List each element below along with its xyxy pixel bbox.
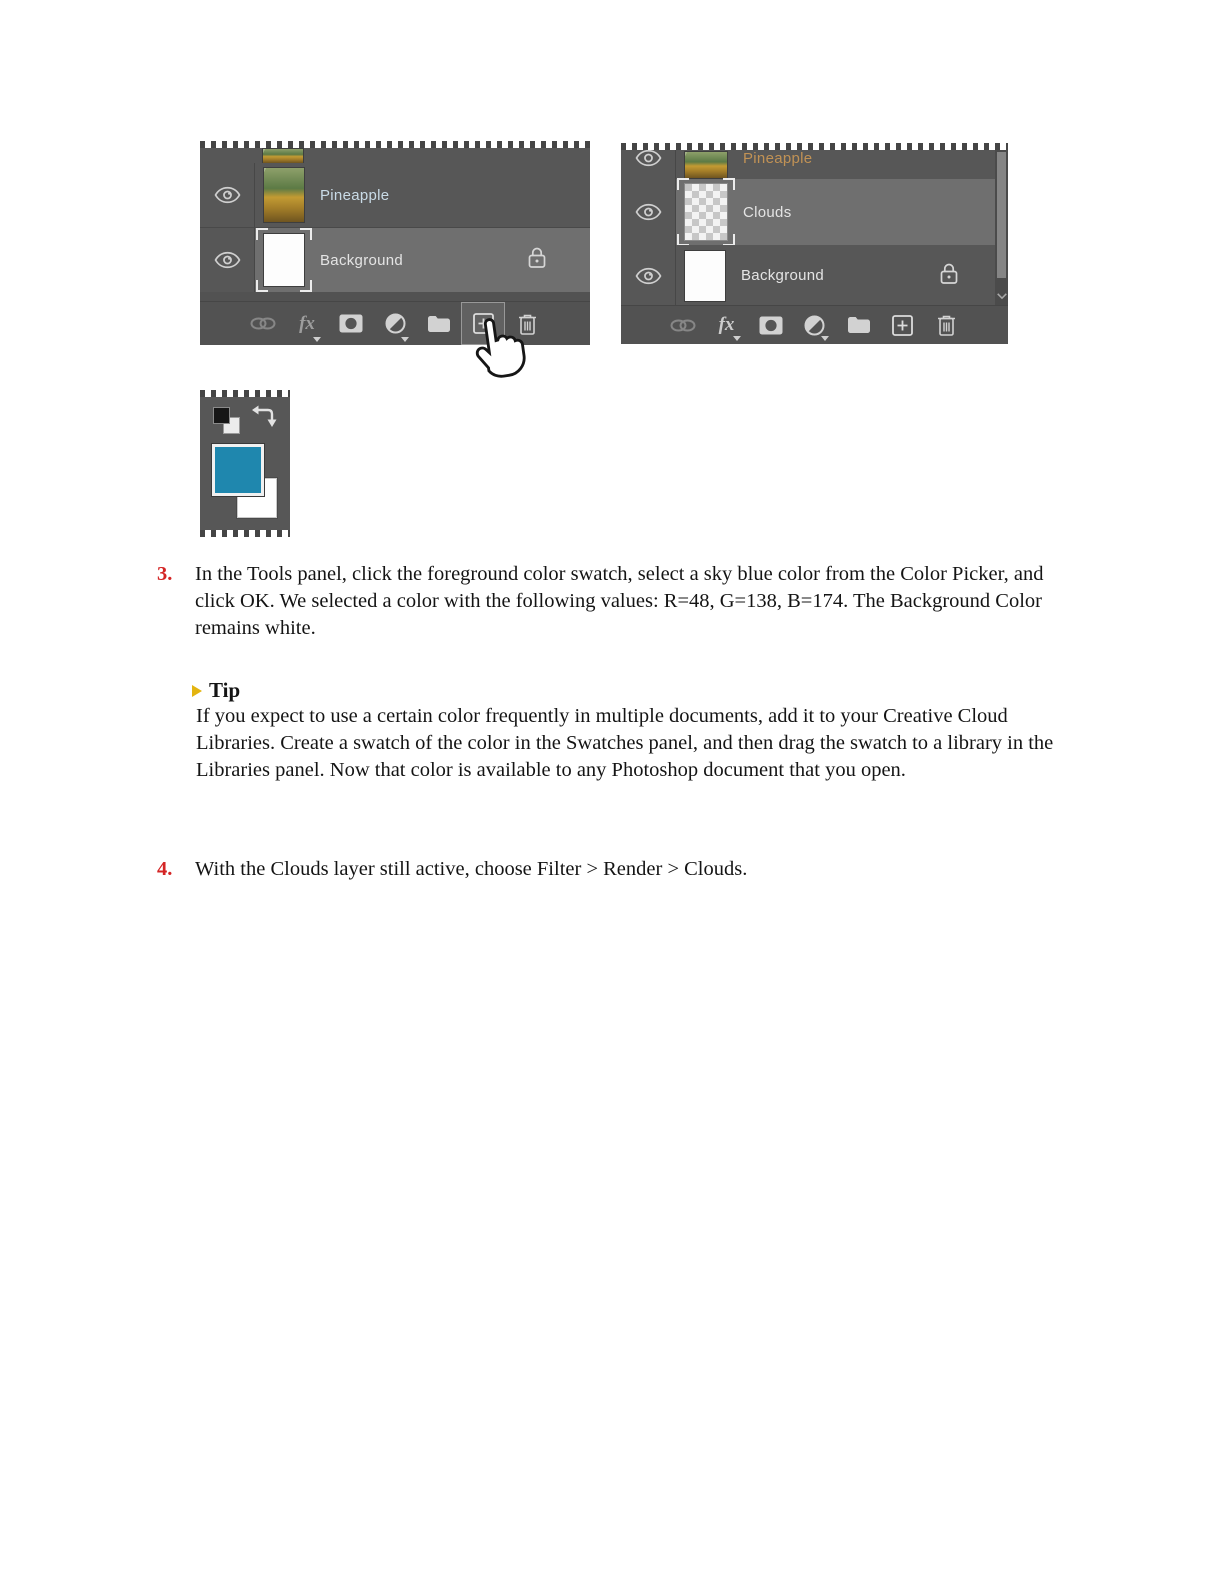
add-layer-mask-button[interactable]	[329, 302, 373, 345]
lock-icon	[528, 247, 546, 269]
hand-cursor-icon	[468, 309, 535, 383]
layer-row-clouds[interactable]	[621, 179, 1008, 246]
layer-thumbnail	[262, 148, 304, 164]
visibility-toggle[interactable]	[621, 245, 676, 306]
fx-icon: fx	[299, 312, 315, 334]
bracket-corner	[723, 178, 735, 190]
new-layer-icon	[892, 315, 913, 336]
visibility-toggle[interactable]	[621, 150, 676, 179]
bracket-corner	[300, 280, 312, 292]
new-group-button[interactable]	[417, 302, 461, 345]
selection-brackets[interactable]	[684, 183, 728, 241]
tip-heading	[192, 678, 240, 703]
layer-style-button[interactable]	[285, 302, 329, 345]
tools-panel-snippet	[200, 390, 290, 537]
layer-lock	[528, 247, 546, 274]
chevron-down-icon	[733, 336, 741, 341]
chevron-down-icon	[996, 292, 1008, 300]
default-colors-button[interactable]	[213, 407, 245, 439]
scrollbar[interactable]	[995, 150, 1008, 307]
layers-toolbar	[621, 305, 1008, 344]
layer-style-button[interactable]	[705, 306, 749, 344]
step-3	[157, 561, 1073, 642]
eye-icon	[635, 267, 662, 285]
lock-icon	[940, 262, 958, 284]
scrollbar-thumb[interactable]	[997, 152, 1006, 278]
bracket-corner	[300, 228, 312, 240]
swap-colors-button[interactable]	[250, 404, 278, 433]
layer-thumbnail[interactable]	[263, 167, 305, 223]
clouds-thumbnail-image	[684, 183, 728, 241]
layer-row-background[interactable]	[200, 228, 590, 293]
bracket-corner	[256, 228, 268, 240]
layer-thumbnail[interactable]	[684, 250, 726, 302]
layer-name[interactable]: Background	[320, 251, 404, 269]
step-4	[157, 856, 1073, 883]
chevron-down-icon	[821, 336, 829, 341]
layer-mask-icon	[339, 314, 363, 333]
layer-row-pineapple[interactable]	[621, 150, 995, 180]
trash-icon	[937, 314, 956, 336]
step-number: 4.	[157, 858, 173, 880]
torn-edge	[200, 141, 590, 148]
foreground-color-swatch[interactable]	[212, 444, 264, 496]
swap-arrows-icon	[250, 404, 278, 428]
eye-icon	[635, 203, 662, 221]
scroll-down-button[interactable]	[995, 287, 1008, 305]
link-icon	[670, 319, 696, 332]
visibility-toggle[interactable]	[621, 179, 676, 245]
layers-panel-right	[621, 143, 1008, 344]
tip-text: If you expect to use a certain color frequently in multiple documents, add it to your Creative Cloud Libraries. Create a swatch of the color in the Swatches panel, and then drag the swatch to a library in the Libraries panel. Now that color is available to any Photoshop document that you open.	[196, 705, 1054, 781]
link-icon	[250, 317, 276, 330]
layer-name[interactable]: Background	[741, 267, 825, 284]
layer-row-background[interactable]	[621, 245, 995, 307]
new-layer-button[interactable]	[881, 306, 925, 344]
layer-lock	[940, 262, 958, 289]
selection-brackets[interactable]	[263, 233, 305, 287]
chevron-down-icon	[313, 337, 321, 342]
visibility-toggle[interactable]	[200, 228, 255, 292]
torn-edge	[621, 143, 1008, 150]
adjustment-icon	[804, 315, 825, 336]
new-group-button[interactable]	[837, 306, 881, 344]
layers-panel-left	[200, 141, 590, 345]
link-layers-button[interactable]	[661, 306, 705, 344]
link-layers-button[interactable]	[241, 302, 285, 345]
background-thumbnail-image	[684, 250, 726, 302]
adjustment-layer-button[interactable]	[373, 302, 417, 345]
adjustment-icon	[385, 313, 406, 334]
delete-layer-button[interactable]	[925, 306, 969, 344]
chevron-down-icon	[401, 337, 409, 342]
step-text: With the Clouds layer still active, choose Filter > Render > Clouds.	[195, 858, 748, 880]
fx-icon: fx	[718, 314, 735, 335]
background-thumbnail-image	[263, 233, 305, 287]
step-number: 3.	[157, 563, 173, 585]
bracket-corner	[256, 280, 268, 292]
add-layer-mask-button[interactable]	[749, 306, 793, 344]
layer-name[interactable]: Pineapple	[743, 150, 813, 167]
layer-name[interactable]: Pineapple	[320, 186, 390, 204]
eye-icon	[635, 150, 662, 167]
folder-icon	[847, 316, 871, 334]
tip-arrow-icon	[192, 685, 202, 697]
layers-toolbar	[200, 301, 590, 345]
layer-thumbnail	[684, 151, 728, 179]
step-text: In the Tools panel, click the foreground color swatch, select a sky blue color from the Color Picker, and click OK. We selected a color with the following values: R=48, G=138, B=174. The Background Color remains white.	[195, 563, 1044, 639]
tip-label: Tip	[209, 678, 241, 702]
folder-icon	[427, 315, 451, 333]
default-foreground-icon	[213, 407, 230, 424]
adjustment-layer-button[interactable]	[793, 306, 837, 344]
visibility-toggle[interactable]	[200, 163, 255, 227]
torn-edge	[200, 390, 290, 397]
eye-icon	[214, 186, 241, 204]
layer-row-partial[interactable]	[200, 148, 590, 164]
layer-row-pineapple[interactable]	[200, 163, 590, 228]
pineapple-thumbnail-image	[263, 167, 305, 223]
torn-edge	[200, 530, 290, 537]
bracket-corner	[677, 178, 689, 190]
layer-name[interactable]: Clouds	[743, 203, 792, 221]
layer-mask-icon	[759, 316, 783, 335]
eye-icon	[214, 251, 241, 269]
